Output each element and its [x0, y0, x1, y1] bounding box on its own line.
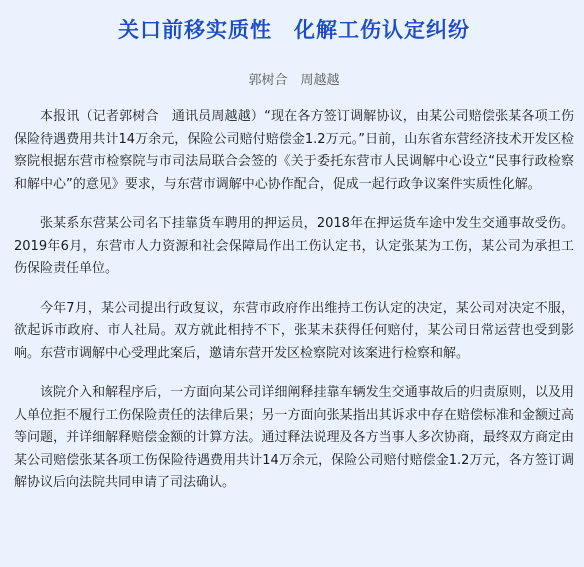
- article-paragraph: 张某系东营某公司名下挂靠货车聘用的押运员，2018年在押运货车途中发生交通事故受伤。2019年6月，东营市人力资源和社会保障局作出工伤认定书，认定张某为工伤，某公司为承担工伤保险责任单位。: [14, 216, 574, 276]
- article-body: [14, 106, 574, 495]
- article-byline: 郭树合 周越越: [248, 73, 340, 88]
- article-paragraph: 今年7月，某公司提出行政复议，东营市政府作出维持工伤认定的决定，某公司对决定不服，欲起诉市政府、市人社局。双方就此相持不下，张某未获得任何赔付，某公司日常运营也受到影响。东营市调解中心受理此案后，邀请东营开发区检察院对该案进行检察和解。: [14, 300, 574, 361]
- article-paragraph: 本报讯（记者郭树合 通讯员周越越）“现在各方签订调解协议，由某公司赔偿张某各项工伤保险待遇费用共计14万余元，保险公司赔付赔偿金1.2万元。”日前，山东省东营经济技术开发区检察院根据东营市检察院与市司法局联合会签的《关于委托东营市人民调解中心设立“民事行政检察和解中心”的意见》要求，与东营市调解中心协作配合，促成一起行政争议案件实质性化解。: [14, 109, 574, 192]
- article-title: 关口前移实质性 化解工伤认定纠纷: [118, 18, 470, 42]
- article-paragraph: 该院介入和解程序后，一方面向某公司详细阐释挂靠车辆发生交通事故后的归责原则，以及用人单位拒不履行工伤保险责任的法律后果；另一方面向张某指出其诉求中存在赔偿标准和金额过高等问题，并详细解释赔偿金额的计算方法。通过释法说理及各方当事人多次协商，最终双方商定由某公司赔偿张某各项工伤保险待遇费用共计14万余元，保险公司赔付赔偿金1.2万元，各方签订调解协议后向法院共同申请了司法确认。: [14, 385, 574, 490]
